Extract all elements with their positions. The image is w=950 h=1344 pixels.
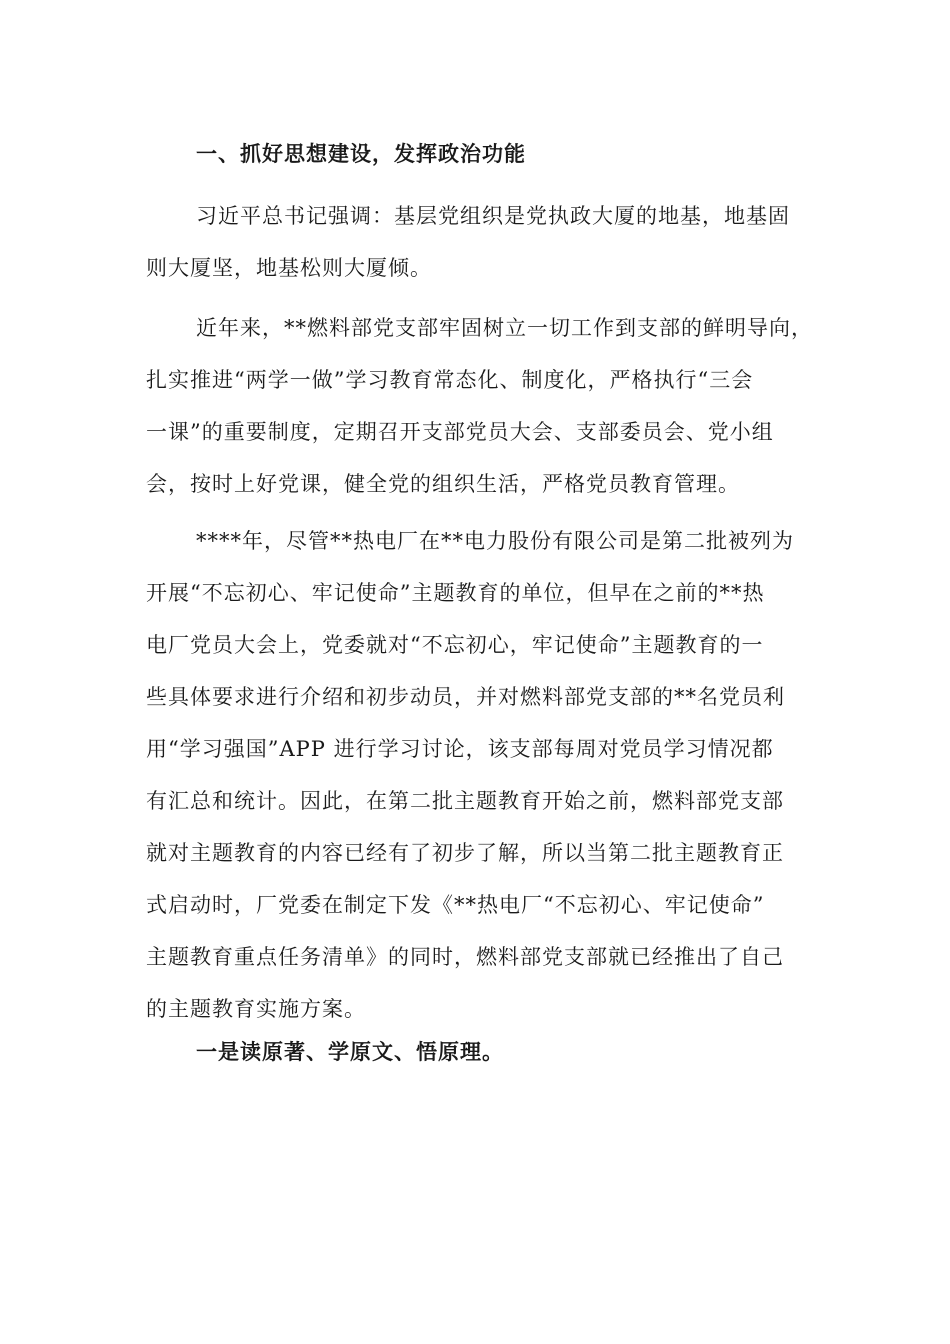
paragraph-line: 用“学习强国”APP 进行学习讨论，该支部每周对党员学习情况都 [146,737,774,761]
paragraph-line: 一课”的重要制度，定期召开支部党员大会、支部委员会、党小组 [146,420,774,444]
paragraph-line: 则大厦坚，地基松则大厦倾。 [146,256,432,280]
sub-heading: 一是读原著、学原文、悟原理。 [196,1039,504,1064]
section-heading: 一、抓好思想建设，发挥政治功能 [196,141,526,166]
paragraph-line: 些具体要求进行介绍和初步动员，并对燃料部党支部的**名党员利 [146,685,785,709]
paragraph-1 [146,190,806,294]
paragraph-line: ****年，尽管**热电厂在**电力股份有限公司是第二批被列为 [196,529,794,553]
paragraph-2 [146,302,813,510]
paragraph-line: 开展“不忘初心、牢记使命”主题教育的单位，但早在之前的**热 [146,581,765,605]
paragraph-line: 就对主题教育的内容已经有了初步了解，所以当第二批主题教育正 [146,841,784,865]
paragraph-line: 扎实推进“两学一做”学习教育常态化、制度化，严格执行“三会 [146,368,754,392]
paragraph-line: 习近平总书记强调：基层党组织是党执政大厦的地基，地基固 [196,204,790,228]
paragraph-3 [146,515,806,1035]
paragraph-line: 电厂党员大会上，党委就对“不忘初心，牢记使命”主题教育的一 [146,633,764,657]
paragraph-line: 会，按时上好党课，健全党的组织生活，严格党员教育管理。 [146,472,740,496]
paragraph-line: 式启动时，厂党委在制定下发《**热电厂“不忘初心、牢记使命” [146,893,765,917]
paragraph-line: 近年来，**燃料部党支部牢固树立一切工作到支部的鲜明导向， [196,316,813,340]
paragraph-line: 的主题教育实施方案。 [146,997,366,1021]
paragraph-line: 有汇总和统计。因此，在第二批主题教育开始之前，燃料部党支部 [146,789,784,813]
paragraph-line: 主题教育重点任务清单》的同时，燃料部党支部就已经推出了自己 [146,945,784,969]
